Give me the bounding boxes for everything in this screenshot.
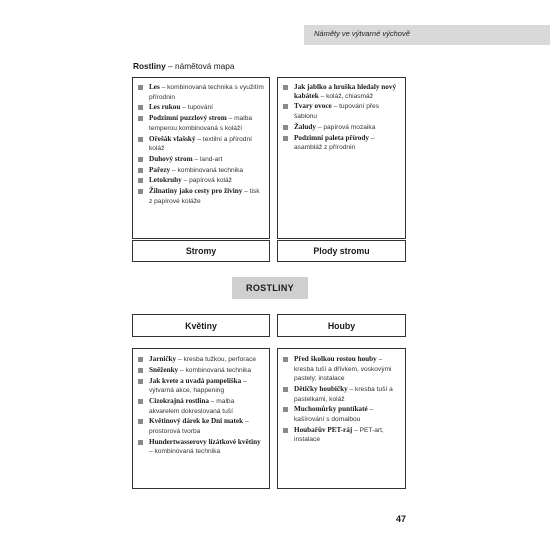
square-bullet-icon — [283, 136, 288, 141]
list-item — [138, 355, 264, 365]
item-title: Žaludy — [294, 122, 316, 131]
list-item — [138, 187, 264, 206]
square-bullet-icon — [283, 104, 288, 109]
item-title: Letokruhy — [149, 176, 182, 185]
item-title: Tvary ovoce — [294, 102, 332, 111]
list-item — [283, 385, 400, 404]
square-bullet-icon — [138, 368, 143, 373]
square-bullet-icon — [138, 157, 143, 162]
item-description: – výtvarná akce, happening — [149, 377, 247, 395]
label-plody-stromu: Plody stromu — [277, 240, 406, 262]
list-item — [138, 397, 264, 416]
square-bullet-icon — [138, 116, 143, 121]
list-item — [138, 166, 264, 176]
square-bullet-icon — [138, 440, 143, 445]
item-title: Pařezy — [149, 165, 171, 174]
item-description: – kombinovaná technika s využitím přírodnin — [149, 84, 264, 101]
list-item — [283, 83, 400, 101]
square-bullet-icon — [283, 407, 288, 412]
item-description: – tupování přes šablonu — [294, 103, 380, 120]
section-title-bold: Rostliny — [133, 61, 166, 71]
item-description: – kresba tuší a dřívkem, voskovými pastely; instalace — [294, 356, 392, 383]
item-description: – papírová koláž — [181, 177, 232, 185]
label-stromy: Stromy — [132, 240, 270, 262]
section-title-rest: – námětová mapa — [165, 61, 235, 71]
list-item — [138, 417, 264, 436]
item-description: – textilní a přírodní koláž — [149, 135, 252, 153]
square-bullet-icon — [138, 137, 143, 142]
square-bullet-icon — [283, 428, 288, 433]
square-bullet-icon — [138, 105, 143, 110]
item-title: Houbařův PET-ráj — [294, 425, 353, 434]
central-topic: ROSTLINY — [232, 277, 308, 299]
item-title: Duhový strom — [149, 154, 193, 163]
list-item — [283, 426, 400, 445]
square-bullet-icon — [283, 125, 288, 130]
list-item — [283, 102, 400, 121]
item-title: Ořešák vlašský — [149, 134, 196, 143]
square-bullet-icon — [138, 419, 143, 424]
item-title: Cizokrajná rostlina — [149, 396, 209, 405]
item-title: Dětičky houbičky — [294, 384, 348, 393]
item-description: – kresba tužkou, perforace — [176, 356, 257, 363]
list-item — [138, 176, 264, 186]
list-item — [283, 123, 400, 133]
item-description: – asambláž z přírodnin — [294, 134, 375, 152]
item-title: Před školkou rostou houby — [294, 355, 377, 363]
box-flower-activities — [132, 348, 270, 489]
square-bullet-icon — [283, 387, 288, 392]
item-title: Podzimní puzzlový strom — [149, 114, 227, 123]
list-item — [283, 355, 400, 384]
list-item — [138, 83, 264, 102]
item-description: – land-art — [192, 155, 223, 163]
section-title — [133, 61, 234, 71]
label-kvetiny: Květiny — [132, 314, 270, 337]
item-title: Hundertwasserovy lízátkové květiny — [149, 437, 261, 446]
square-bullet-icon — [283, 357, 288, 362]
list-item — [138, 155, 264, 165]
square-bullet-icon — [283, 85, 288, 90]
item-title: Les rukou — [149, 103, 181, 112]
square-bullet-icon — [138, 379, 143, 384]
item-description: – kašírování s domalbou — [294, 406, 374, 423]
item-description: – tupování — [180, 104, 213, 112]
label-houby: Houby — [277, 314, 406, 337]
item-description: – koláž, chiasmáž — [318, 92, 374, 100]
list-flowers — [138, 355, 264, 457]
list-item — [138, 366, 264, 376]
page-number: 47 — [396, 514, 407, 524]
item-title: Květinový dárek ke Dni matek — [149, 417, 244, 426]
item-description: – kombinovaná technika — [149, 448, 221, 456]
item-description: – prostorová tvorba — [149, 418, 249, 435]
box-fruit-activities — [277, 77, 406, 239]
item-title: Jak jablko a hruška hledaly nový kabátek — [294, 83, 397, 100]
square-bullet-icon — [138, 189, 143, 194]
square-bullet-icon — [138, 168, 143, 173]
item-title: Jarničky — [149, 355, 177, 363]
item-description: – kombinovaná technika — [178, 366, 252, 374]
list-item — [138, 377, 264, 396]
item-title: Jak kvete a uvadá pampeliška — [149, 376, 242, 385]
item-description: – kombinovaná technika — [170, 166, 244, 174]
item-description: – malba akvarelem dokreslovaná tuší — [149, 397, 235, 415]
item-description: – kresba tuší a pastelkami, koláž — [294, 385, 393, 403]
item-title: Sněženky — [149, 365, 179, 374]
square-bullet-icon — [138, 399, 143, 404]
list-item — [138, 438, 264, 457]
item-description: – malba temperou kombinovaná s koláží — [149, 115, 253, 132]
list-item — [283, 134, 400, 153]
list-trees — [138, 83, 264, 206]
item-title: Muchomůrky puntíkaté — [294, 405, 368, 414]
square-bullet-icon — [138, 357, 143, 362]
square-bullet-icon — [138, 85, 143, 90]
item-title: Les — [149, 83, 160, 91]
list-mushrooms — [283, 355, 400, 445]
list-item — [138, 103, 264, 113]
item-description: – tisk z papírové koláže — [149, 188, 260, 205]
item-title: Podzimní paleta přírody — [294, 133, 369, 142]
list-item — [138, 114, 264, 133]
list-item — [138, 135, 264, 154]
list-fruit — [283, 83, 400, 153]
item-title: Žilnatiny jako cesty pro živiny — [149, 187, 243, 196]
item-description: – PET-art, instalace — [294, 426, 384, 444]
box-trees-activities — [132, 77, 270, 239]
list-item — [283, 405, 400, 424]
box-mushroom-activities — [277, 348, 406, 489]
item-description: – papírová mozaika — [315, 123, 376, 131]
running-header: Náměty ve výtvarné výchově — [314, 29, 410, 38]
square-bullet-icon — [138, 178, 143, 183]
